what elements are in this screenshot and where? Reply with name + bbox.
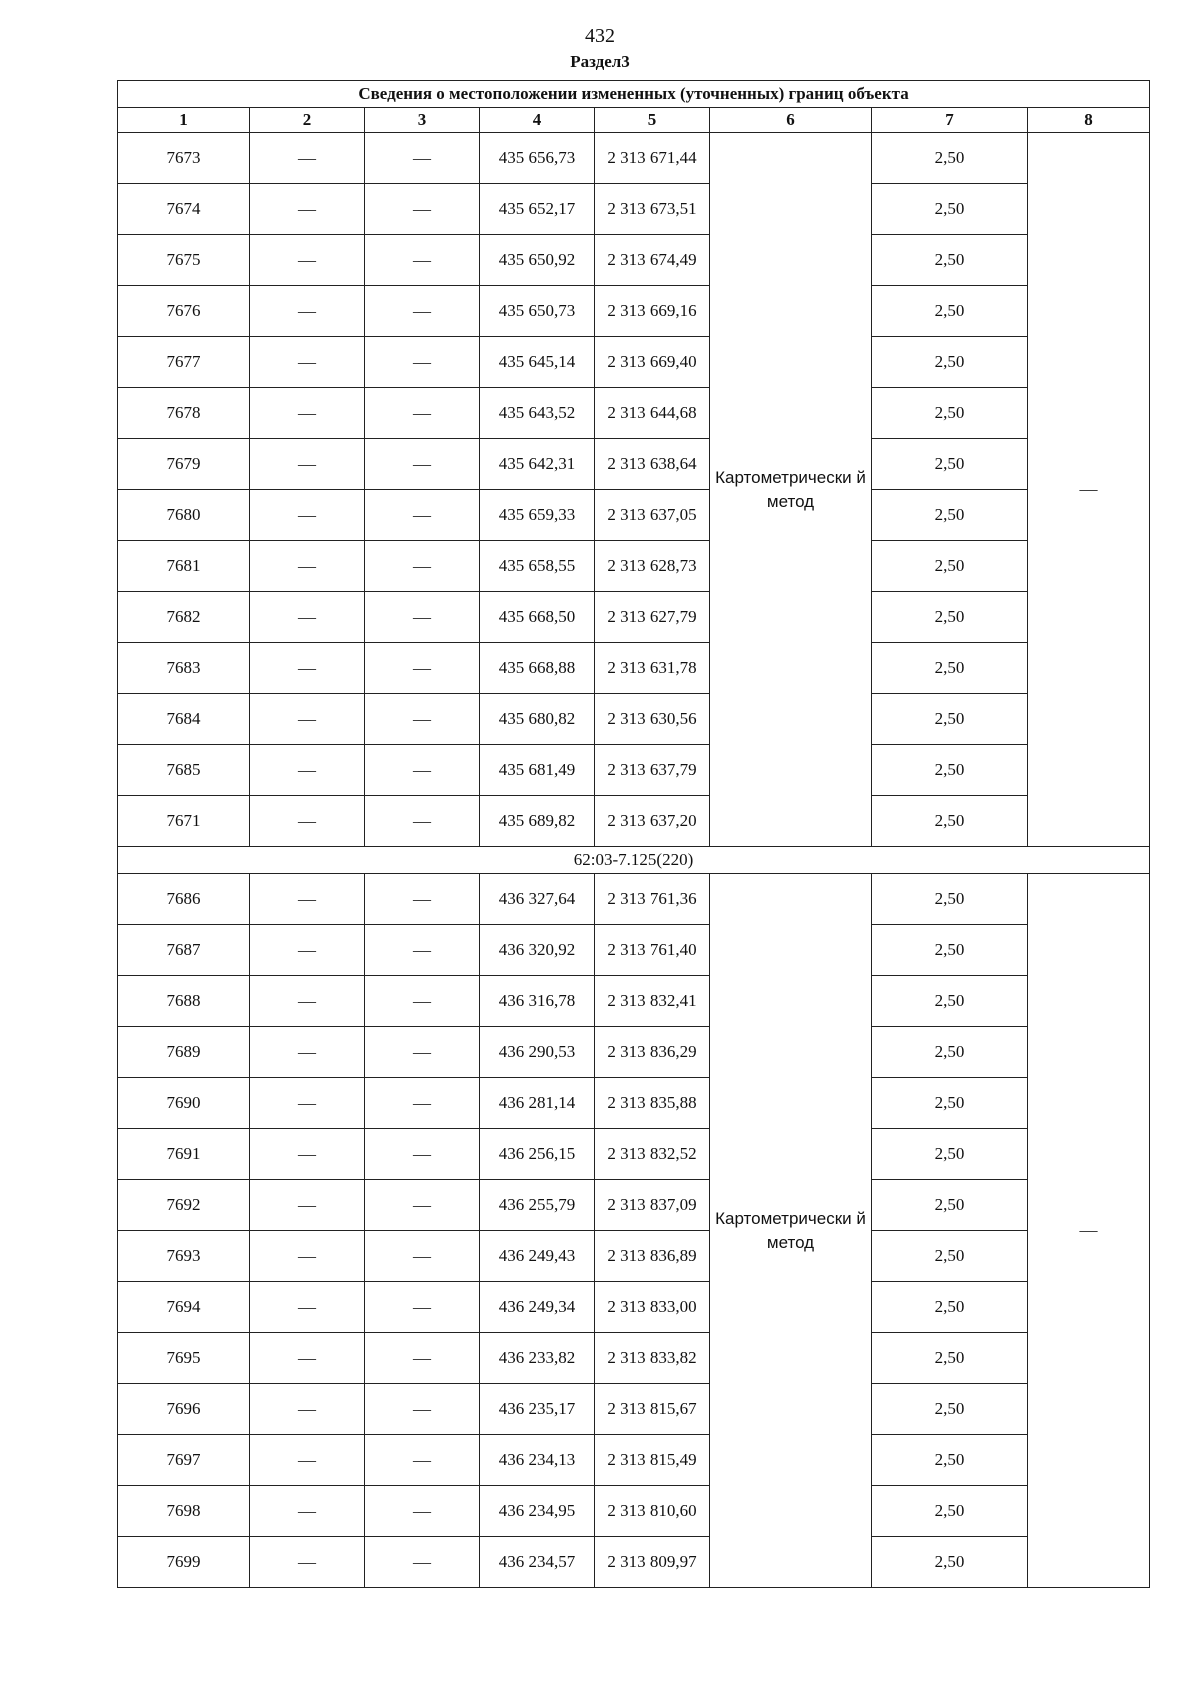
precision-cell: 2,50 [872,388,1028,439]
point-number-cell: 7688 [118,976,250,1027]
table-row [118,490,1150,541]
y-coordinate-cell: 2 313 630,56 [595,694,710,745]
column-3-cell: — [365,694,480,745]
x-coordinate-cell: 436 234,95 [480,1486,595,1537]
column-2-cell: — [250,1537,365,1588]
method-cell: Картометрически й метод [710,874,872,1588]
x-coordinate-cell: 436 233,82 [480,1333,595,1384]
table-body [118,133,1150,1588]
column-3-cell: — [365,1180,480,1231]
precision-cell: 2,50 [872,1384,1028,1435]
y-coordinate-cell: 2 313 809,97 [595,1537,710,1588]
x-coordinate-cell: 435 681,49 [480,745,595,796]
column-3-cell: — [365,541,480,592]
table-row [118,796,1150,847]
precision-cell: 2,50 [872,1282,1028,1333]
precision-cell: 2,50 [872,1333,1028,1384]
precision-cell: 2,50 [872,796,1028,847]
column-2-cell: — [250,541,365,592]
table-row [118,925,1150,976]
y-coordinate-cell: 2 313 674,49 [595,235,710,286]
table-row [118,874,1150,925]
table-row [118,133,1150,184]
precision-cell: 2,50 [872,184,1028,235]
column-2-cell: — [250,1384,365,1435]
table-row [118,1282,1150,1333]
x-coordinate-cell: 435 680,82 [480,694,595,745]
y-coordinate-cell: 2 313 833,00 [595,1282,710,1333]
precision-cell: 2,50 [872,235,1028,286]
column-number: 4 [480,108,595,133]
column-2-cell: — [250,1231,365,1282]
column-number: 1 [118,108,250,133]
page-number: 432 [585,25,615,47]
column-3-cell: — [365,643,480,694]
y-coordinate-cell: 2 313 671,44 [595,133,710,184]
precision-cell: 2,50 [872,1078,1028,1129]
column-2-cell: — [250,796,365,847]
column-number: 7 [872,108,1028,133]
group-label-row [118,847,1150,874]
table-row [118,541,1150,592]
point-number-cell: 7677 [118,337,250,388]
table-row [118,286,1150,337]
precision-cell: 2,50 [872,1231,1028,1282]
column-number: 8 [1028,108,1150,133]
table-row [118,976,1150,1027]
x-coordinate-cell: 435 645,14 [480,337,595,388]
y-coordinate-cell: 2 313 836,29 [595,1027,710,1078]
column-2-cell: — [250,1333,365,1384]
point-number-cell: 7681 [118,541,250,592]
table-row [118,1078,1150,1129]
group-label: 62:03-7.125(220) [118,847,1150,874]
y-coordinate-cell: 2 313 631,78 [595,643,710,694]
column-2-cell: — [250,874,365,925]
precision-cell: 2,50 [872,745,1028,796]
table-row [118,1180,1150,1231]
table-row [118,1384,1150,1435]
precision-cell: 2,50 [872,1027,1028,1078]
column-2-cell: — [250,745,365,796]
column-3-cell: — [365,874,480,925]
column-number-row [118,108,1150,133]
column-3-cell: — [365,1078,480,1129]
column-3-cell: — [365,184,480,235]
point-number-cell: 7690 [118,1078,250,1129]
precision-cell: 2,50 [872,541,1028,592]
y-coordinate-cell: 2 313 815,49 [595,1435,710,1486]
point-number-cell: 7678 [118,388,250,439]
table-row [118,1333,1150,1384]
precision-cell: 2,50 [872,694,1028,745]
column-2-cell: — [250,1180,365,1231]
precision-cell: 2,50 [872,643,1028,694]
point-number-cell: 7673 [118,133,250,184]
x-coordinate-cell: 435 642,31 [480,439,595,490]
table-caption: Сведения о местоположении измененных (уточненных) границ объекта [118,81,1150,108]
point-number-cell: 7689 [118,1027,250,1078]
table-row [118,592,1150,643]
x-coordinate-cell: 435 668,50 [480,592,595,643]
column-2-cell: — [250,1486,365,1537]
point-number-cell: 7693 [118,1231,250,1282]
x-coordinate-cell: 435 668,88 [480,643,595,694]
point-number-cell: 7679 [118,439,250,490]
column-2-cell: — [250,286,365,337]
column-number: 2 [250,108,365,133]
point-number-cell: 7675 [118,235,250,286]
precision-cell: 2,50 [872,925,1028,976]
column-8-cell: — [1028,874,1150,1588]
point-number-cell: 7698 [118,1486,250,1537]
x-coordinate-cell: 436 255,79 [480,1180,595,1231]
x-coordinate-cell: 436 256,15 [480,1129,595,1180]
point-number-cell: 7680 [118,490,250,541]
y-coordinate-cell: 2 313 628,73 [595,541,710,592]
precision-cell: 2,50 [872,1486,1028,1537]
column-8-cell: — [1028,133,1150,847]
table-row [118,643,1150,694]
column-3-cell: — [365,745,480,796]
column-3-cell: — [365,976,480,1027]
column-3-cell: — [365,925,480,976]
column-3-cell: — [365,592,480,643]
column-number: 5 [595,108,710,133]
column-3-cell: — [365,286,480,337]
precision-cell: 2,50 [872,1537,1028,1588]
point-number-cell: 7676 [118,286,250,337]
column-2-cell: — [250,1078,365,1129]
column-2-cell: — [250,337,365,388]
x-coordinate-cell: 435 656,73 [480,133,595,184]
y-coordinate-cell: 2 313 761,40 [595,925,710,976]
y-coordinate-cell: 2 313 638,64 [595,439,710,490]
x-coordinate-cell: 435 650,73 [480,286,595,337]
precision-cell: 2,50 [872,874,1028,925]
x-coordinate-cell: 436 249,43 [480,1231,595,1282]
column-2-cell: — [250,1435,365,1486]
column-3-cell: — [365,337,480,388]
point-number-cell: 7696 [118,1384,250,1435]
x-coordinate-cell: 436 320,92 [480,925,595,976]
x-coordinate-cell: 435 689,82 [480,796,595,847]
table-row [118,439,1150,490]
point-number-cell: 7685 [118,745,250,796]
column-2-cell: — [250,439,365,490]
y-coordinate-cell: 2 313 644,68 [595,388,710,439]
x-coordinate-cell: 436 281,14 [480,1078,595,1129]
point-number-cell: 7691 [118,1129,250,1180]
point-number-cell: 7686 [118,874,250,925]
column-2-cell: — [250,976,365,1027]
x-coordinate-cell: 436 234,57 [480,1537,595,1588]
column-3-cell: — [365,133,480,184]
column-2-cell: — [250,133,365,184]
precision-cell: 2,50 [872,1129,1028,1180]
table-row [118,745,1150,796]
column-3-cell: — [365,1282,480,1333]
precision-cell: 2,50 [872,439,1028,490]
precision-cell: 2,50 [872,133,1028,184]
point-number-cell: 7694 [118,1282,250,1333]
precision-cell: 2,50 [872,592,1028,643]
point-number-cell: 7683 [118,643,250,694]
y-coordinate-cell: 2 313 637,20 [595,796,710,847]
column-2-cell: — [250,235,365,286]
boundary-coordinates-table [117,80,1150,1588]
table-row [118,184,1150,235]
x-coordinate-cell: 435 652,17 [480,184,595,235]
x-coordinate-cell: 436 234,13 [480,1435,595,1486]
table-row [118,337,1150,388]
x-coordinate-cell: 436 316,78 [480,976,595,1027]
table-row [118,1027,1150,1078]
column-2-cell: — [250,925,365,976]
x-coordinate-cell: 435 643,52 [480,388,595,439]
method-cell: Картометрически й метод [710,133,872,847]
table-row [118,694,1150,745]
y-coordinate-cell: 2 313 836,89 [595,1231,710,1282]
x-coordinate-cell: 436 290,53 [480,1027,595,1078]
precision-cell: 2,50 [872,1180,1028,1231]
column-3-cell: — [365,1333,480,1384]
column-3-cell: — [365,235,480,286]
y-coordinate-cell: 2 313 637,79 [595,745,710,796]
table-row [118,1435,1150,1486]
precision-cell: 2,50 [872,976,1028,1027]
y-coordinate-cell: 2 313 627,79 [595,592,710,643]
y-coordinate-cell: 2 313 810,60 [595,1486,710,1537]
y-coordinate-cell: 2 313 837,09 [595,1180,710,1231]
column-3-cell: — [365,1027,480,1078]
x-coordinate-cell: 436 327,64 [480,874,595,925]
table-row [118,1231,1150,1282]
column-3-cell: — [365,388,480,439]
point-number-cell: 7695 [118,1333,250,1384]
table-row [118,1537,1150,1588]
column-3-cell: — [365,1231,480,1282]
column-number: 3 [365,108,480,133]
point-number-cell: 7697 [118,1435,250,1486]
precision-cell: 2,50 [872,1435,1028,1486]
y-coordinate-cell: 2 313 637,05 [595,490,710,541]
column-3-cell: — [365,1537,480,1588]
point-number-cell: 7684 [118,694,250,745]
column-3-cell: — [365,439,480,490]
column-3-cell: — [365,796,480,847]
column-3-cell: — [365,1486,480,1537]
column-2-cell: — [250,388,365,439]
point-number-cell: 7671 [118,796,250,847]
point-number-cell: 7687 [118,925,250,976]
section-title: Раздел3 [570,52,630,71]
y-coordinate-cell: 2 313 835,88 [595,1078,710,1129]
point-number-cell: 7682 [118,592,250,643]
column-2-cell: — [250,1027,365,1078]
x-coordinate-cell: 436 235,17 [480,1384,595,1435]
y-coordinate-cell: 2 313 833,82 [595,1333,710,1384]
x-coordinate-cell: 435 659,33 [480,490,595,541]
y-coordinate-cell: 2 313 832,41 [595,976,710,1027]
y-coordinate-cell: 2 313 673,51 [595,184,710,235]
point-number-cell: 7692 [118,1180,250,1231]
point-number-cell: 7699 [118,1537,250,1588]
column-2-cell: — [250,490,365,541]
y-coordinate-cell: 2 313 669,40 [595,337,710,388]
column-2-cell: — [250,1129,365,1180]
column-2-cell: — [250,694,365,745]
precision-cell: 2,50 [872,286,1028,337]
x-coordinate-cell: 435 650,92 [480,235,595,286]
column-3-cell: — [365,1129,480,1180]
column-2-cell: — [250,643,365,694]
table-row [118,388,1150,439]
column-2-cell: — [250,1282,365,1333]
x-coordinate-cell: 435 658,55 [480,541,595,592]
column-3-cell: — [365,1384,480,1435]
y-coordinate-cell: 2 313 669,16 [595,286,710,337]
column-3-cell: — [365,490,480,541]
precision-cell: 2,50 [872,490,1028,541]
point-number-cell: 7674 [118,184,250,235]
y-coordinate-cell: 2 313 832,52 [595,1129,710,1180]
precision-cell: 2,50 [872,337,1028,388]
x-coordinate-cell: 436 249,34 [480,1282,595,1333]
column-2-cell: — [250,184,365,235]
column-3-cell: — [365,1435,480,1486]
column-number: 6 [710,108,872,133]
y-coordinate-cell: 2 313 761,36 [595,874,710,925]
table-row [118,235,1150,286]
y-coordinate-cell: 2 313 815,67 [595,1384,710,1435]
table-row [118,1129,1150,1180]
column-2-cell: — [250,592,365,643]
table-row [118,1486,1150,1537]
